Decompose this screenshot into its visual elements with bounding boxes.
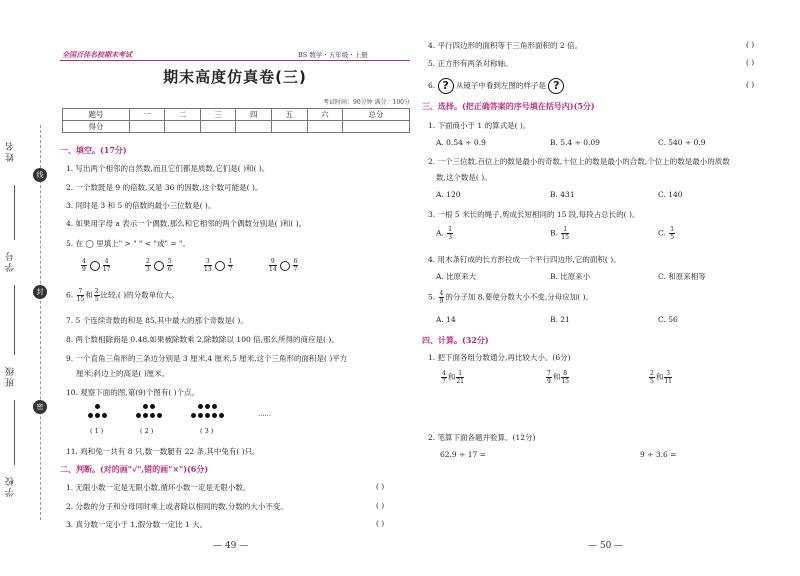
denominator: 15 — [561, 234, 569, 241]
score-cell[interactable] — [343, 121, 410, 133]
dot — [102, 413, 107, 418]
answer-paren[interactable]: ( ) — [746, 40, 755, 49]
score-header-cell: 六 — [307, 109, 343, 121]
denominator: 5 — [94, 296, 99, 303]
fraction — [204, 258, 212, 273]
right-page — [410, 0, 800, 576]
q6-text: 比较,( )的分数单位大。 — [100, 290, 179, 300]
answer-paren[interactable]: ( ) — [746, 58, 755, 67]
fill-q4: 4. 如果用字母 a 表示一个偶数,那么和它相邻的两个偶数分别是( )和( )。 — [66, 219, 307, 228]
numerator: 1 — [448, 226, 453, 233]
fill-q2: 2. 一个数既是 9 的倍数,又是 36 的因数,这个数可能是( )。 — [66, 183, 263, 192]
fraction — [441, 370, 447, 385]
denominator: 13 — [204, 266, 212, 273]
numerator: 4 — [104, 258, 109, 265]
dot — [205, 413, 210, 418]
fill-q9-line2: 厘米;斜边上的高是( )厘米。 — [76, 369, 170, 378]
fill-q8: 8. 两个数相除商是 0.48,如果被除数乘 2,除数除以 100 倍,那么所得的商应是( )。 — [66, 335, 339, 344]
denominator: 5 — [670, 234, 675, 241]
compare-circle[interactable] — [280, 261, 290, 271]
numerator: 8 — [563, 370, 568, 377]
choice-option[interactable]: A. 120 — [436, 190, 461, 199]
numerator: 2 — [146, 258, 150, 265]
q6-text: 从镜子中看到左图的样子是 — [455, 81, 546, 90]
judge-q5: 5. 正方形有两条对称轴。 — [428, 59, 513, 68]
fill-q1: 1. 写出两个相邻的自然数,而且它们都是质数,它们是( )和( )。 — [66, 164, 270, 173]
dot — [88, 413, 93, 418]
question-mark-icon: ? — [438, 78, 454, 94]
numerator: 6 — [293, 258, 298, 265]
choice-option[interactable]: C. 140 — [658, 190, 683, 199]
choice-option[interactable]: C. 56 — [658, 315, 678, 324]
fill-q6 — [66, 288, 179, 303]
side-label-id: 学号 — [6, 250, 16, 272]
numerator: 1 — [670, 226, 675, 233]
choice-option[interactable] — [658, 226, 676, 241]
choice-option[interactable] — [550, 226, 570, 241]
answer-paren[interactable]: ( ) — [376, 519, 385, 528]
dot-figure-2 — [135, 402, 175, 422]
seal-secret: 密 — [33, 400, 47, 414]
judge-q2: 2. 分数的分子和分母同时乘上或者除以相同的数,分数的大小不变。 — [66, 502, 288, 511]
compare-circle[interactable] — [90, 261, 100, 271]
fraction — [456, 370, 464, 385]
fraction — [447, 226, 453, 241]
side-label-class: 班级 — [6, 365, 16, 387]
header-rule — [60, 60, 410, 61]
fraction — [167, 258, 173, 273]
numerator: 4 — [439, 290, 444, 297]
fraction — [439, 290, 445, 305]
numerator: 4 — [442, 370, 446, 377]
exam-time: 考试时间：90分钟 满分：100分 — [323, 99, 410, 106]
calc-q2: 2. 笔算下面各题并验算。(12分) — [428, 433, 536, 442]
q6-number: 6. — [428, 81, 436, 90]
seal-line: 线 — [33, 168, 47, 182]
numerator: 5 — [167, 258, 172, 265]
judge-q1: 1. 无限小数一定是无限小数,循环小数一定是无限小数。 — [66, 483, 251, 492]
denominator: 21 — [456, 378, 464, 385]
score-table — [62, 108, 410, 133]
ellipsis: …… — [258, 410, 271, 418]
denominator: 9 — [82, 266, 86, 273]
and-label: 和 — [447, 372, 456, 382]
judge-q3: 3. 真分数一定小于 1,假分数一定比 1 大。 — [66, 520, 208, 529]
grade-label: BS 数学・五年级・上册 — [298, 51, 368, 59]
denominator: 7 — [442, 378, 446, 385]
numerator: 3 — [666, 370, 671, 377]
q6-number: 6. — [66, 290, 74, 300]
score-header-cell: 一 — [129, 109, 165, 121]
option-letter: A. — [436, 228, 444, 238]
denominator: 11 — [664, 378, 672, 385]
score-header-cell: 二 — [165, 109, 201, 121]
denominator: 15 — [561, 378, 569, 385]
choice-option[interactable] — [436, 226, 454, 241]
section-fill-in: 一、填空。(17分) — [60, 145, 127, 155]
score-cell[interactable] — [129, 121, 165, 133]
fraction — [81, 258, 87, 273]
score-row-label: 得分 — [63, 121, 130, 133]
section-judge: 二、判断。(对的画"√",错的画"×")(6分) — [60, 464, 209, 474]
judge-q6 — [428, 78, 564, 94]
numerator: 3 — [205, 258, 210, 265]
dot — [143, 413, 148, 418]
answer-paren[interactable]: ( ) — [746, 80, 755, 89]
score-cell[interactable] — [200, 121, 236, 133]
seal-seal: 封 — [33, 285, 47, 299]
option-letter: B. — [550, 228, 558, 238]
question-mark-icon: ? — [548, 78, 564, 94]
choice-option[interactable]: C. 和原来相等 — [658, 272, 706, 281]
choice-q5 — [428, 290, 593, 305]
score-cell[interactable] — [165, 121, 201, 133]
dot — [95, 413, 100, 418]
section-calc: 四、计算。(32分) — [422, 335, 489, 345]
answer-paren[interactable]: ( ) — [376, 482, 385, 491]
choice-option[interactable]: B. 比原来小 — [550, 272, 591, 281]
fraction — [561, 226, 569, 241]
numerator: 2 — [94, 288, 99, 295]
score-header-cell: 总分 — [343, 109, 410, 121]
denominator: 3 — [146, 266, 150, 273]
page-number-left: — 49 — — [213, 541, 249, 551]
fill-q5: 5. 在 ◯ 里填上" > " " < "或" = "。 — [66, 239, 190, 248]
fraction — [94, 288, 100, 303]
dot — [143, 404, 148, 409]
choice-q2-line1: 2. 一个三位数,百位上的数是最小的奇数,十位上的数是最小的合数,个位上的数是最小的质数 — [428, 157, 730, 166]
fraction-pair — [545, 370, 570, 385]
fill-q11: 11. 鸡和兔一共有 8 只,数一数腿有 22 条,其中兔有( )只。 — [66, 447, 260, 456]
fraction — [293, 258, 299, 273]
answer-paren[interactable]: ( ) — [376, 501, 385, 510]
dot — [198, 404, 203, 409]
denominator: 9 — [547, 378, 551, 385]
compare-item — [268, 258, 299, 273]
judge-q4: 4. 平行四边形的面积等于三角形面积的 2 倍。 — [428, 41, 583, 50]
fraction — [145, 258, 151, 273]
figure-label-1: ( 1 ) — [90, 427, 104, 435]
denominator: 7 — [228, 266, 233, 273]
figure-label-3: ( 3 ) — [200, 427, 214, 435]
numerator: 9 — [270, 258, 275, 265]
choice-option[interactable]: A. 0.54 ÷ 0.9 — [436, 138, 486, 147]
fraction — [269, 258, 277, 273]
compare-item — [203, 258, 234, 273]
fraction — [649, 370, 655, 385]
choice-option[interactable]: B. 21 — [550, 315, 570, 324]
fill-q3: 3. 同时是 3 和 5 的倍数的最小三位数是( )。 — [66, 201, 216, 210]
fill-q9-line1: 9. 一个直角三角形的三条边分别是 3 厘米,4 厘米,5 厘米,这个三角形的面积是( )平方 — [66, 354, 348, 363]
choice-option[interactable]: A. 比原来大 — [436, 272, 477, 281]
denominator: 14 — [269, 266, 277, 273]
binding-strip — [0, 0, 52, 576]
choice-option[interactable]: A. 14 — [436, 315, 456, 324]
compare-item — [80, 258, 111, 273]
choice-q4: 4. 用木条钉成的长方形拉成一个平行四边形,它的面积( )。 — [428, 255, 621, 264]
dot — [150, 413, 155, 418]
fraction-pair — [440, 370, 465, 385]
choice-q2-line2: 数,这个数是( )。 — [436, 173, 492, 182]
dot-figure-3 — [190, 402, 240, 422]
dot — [191, 413, 196, 418]
figure-label-2: ( 2 ) — [140, 427, 154, 435]
numerator: 1 — [458, 370, 463, 377]
side-label-name: 姓名 — [6, 140, 16, 162]
choice-q3: 3. 一根 5 米长的绳子,剪成长短相同的 15 段,每段占总长的( )。 — [428, 210, 640, 219]
and-label: 和 — [655, 372, 664, 382]
denominator: 3 — [448, 234, 453, 241]
option-letter: C. — [658, 228, 666, 238]
section-choice: 三、选择。(把正确答案的序号填在括号内)(5分) — [422, 101, 595, 111]
fraction — [561, 370, 569, 385]
numerator: 1 — [228, 258, 233, 265]
denominator: 7 — [293, 266, 298, 273]
compare-circle[interactable] — [154, 261, 164, 271]
numerator: 4 — [82, 258, 86, 265]
score-header-cell: 五 — [272, 109, 308, 121]
choice-option[interactable]: C. 540 ÷ 0.9 — [658, 138, 706, 147]
side-label-school: 学校 — [6, 475, 16, 497]
compare-circle[interactable] — [215, 261, 225, 271]
dot-figure-1 — [86, 402, 116, 422]
dot — [205, 404, 210, 409]
numerator: 2 — [650, 370, 654, 377]
compare-item — [144, 258, 174, 273]
score-table-row — [63, 121, 410, 133]
numerator: 7 — [547, 370, 551, 377]
dot — [95, 404, 100, 409]
fold-line — [40, 125, 41, 520]
fraction — [228, 258, 234, 273]
score-header-cell: 三 — [200, 109, 236, 121]
numerator: 7 — [78, 288, 83, 295]
dot — [212, 413, 217, 418]
page-number-right: — 50 — — [588, 541, 624, 551]
fraction — [77, 288, 85, 303]
class-write-line — [14, 400, 15, 465]
dot — [198, 413, 203, 418]
dot — [219, 413, 224, 418]
score-cell[interactable] — [236, 121, 272, 133]
q5-text: 的分子加 8,要使分数大小不变,分母应加( )。 — [445, 292, 594, 302]
score-table-header — [63, 109, 410, 121]
dot — [150, 404, 155, 409]
numerator: 1 — [563, 226, 568, 233]
fraction — [103, 258, 111, 273]
score-header-cell: 题号 — [63, 109, 130, 121]
id-write-line — [14, 285, 15, 355]
fill-q7: 7. 5 个连续奇数的和是 85,其中最大的那个奇数是( )。 — [66, 316, 248, 325]
denominator: 9 — [439, 298, 444, 305]
score-cell[interactable] — [272, 121, 308, 133]
dot — [136, 413, 141, 418]
score-header-cell: 四 — [236, 109, 272, 121]
denominator: 6 — [167, 266, 172, 273]
choice-option[interactable]: B. 5.4 ÷ 0.09 — [550, 138, 600, 147]
score-cell[interactable] — [307, 121, 343, 133]
denominator: 17 — [102, 266, 111, 273]
calc-item: 62.9 ÷ 17 = — [440, 450, 486, 459]
q6-and: 和 — [85, 290, 93, 300]
fraction — [669, 226, 675, 241]
choice-option[interactable]: B. 431 — [550, 190, 575, 199]
dot — [212, 404, 217, 409]
q5-number: 5. — [428, 292, 436, 302]
calc-q1: 1. 把下面各组分数通分,再比较大小。(6分) — [428, 353, 571, 362]
choice-q1: 1. 下面商小于 1 的算式是( )。 — [428, 121, 531, 130]
denominator: 5 — [650, 378, 654, 385]
dot — [157, 413, 162, 418]
fraction — [546, 370, 552, 385]
and-label: 和 — [552, 372, 561, 382]
fraction — [664, 370, 672, 385]
fraction-pair — [648, 370, 673, 385]
fill-q10: 10. 观察下面的图,第(9)个图有( )个点。 — [66, 388, 200, 397]
denominator: 15 — [76, 296, 85, 303]
calc-item: 9 ÷ 3.6 = — [640, 450, 677, 459]
page-title: 期末高度仿真卷(三) — [163, 68, 307, 86]
name-write-line — [14, 185, 15, 240]
brand-label: 全国百佳名校期末考试 — [62, 50, 132, 59]
